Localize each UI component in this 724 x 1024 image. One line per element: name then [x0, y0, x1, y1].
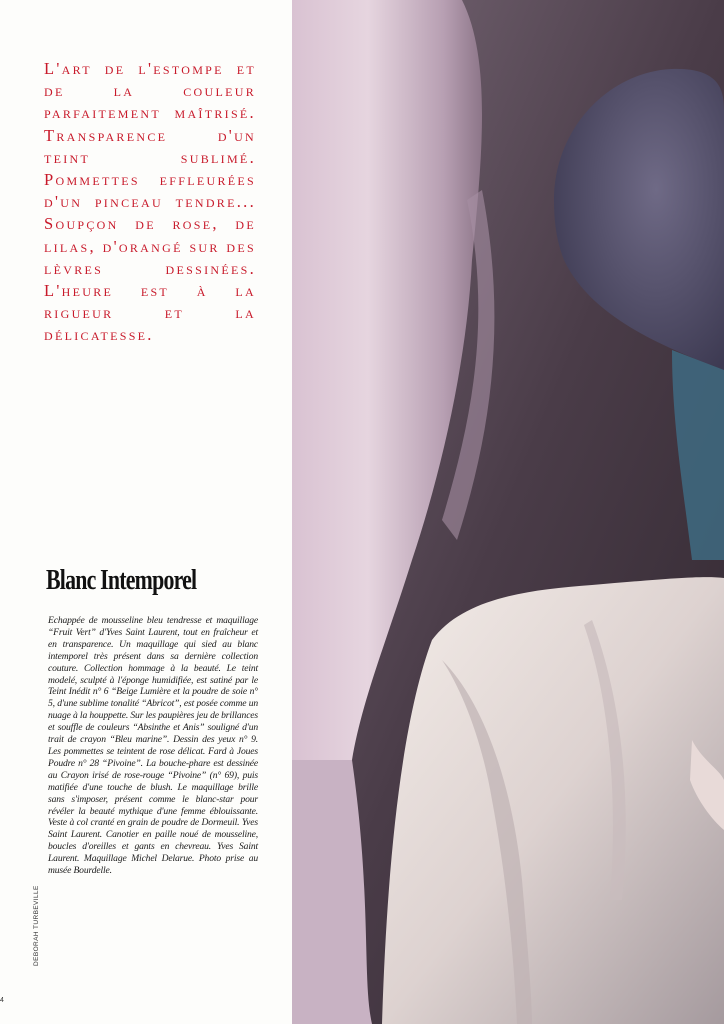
photo-illustration — [292, 0, 724, 1024]
photo-credit: DEBORAH TURBEVILLE — [33, 885, 40, 966]
page-number: 4 — [0, 997, 4, 1004]
article-title: Blanc Intemporel — [46, 565, 197, 596]
intro-paragraph: L'art de l'estompe et de la couleur parfaitement maîtrisé. Transparence d'un teint sublimé. Pommettes effleurées d'un pinceau tendre... Soupçon de rose, de lilas, d'orangé sur des lèvres dessinées. L'heure est à la rigueur et la délicatesse. — [44, 59, 256, 345]
text-column — [0, 0, 292, 1024]
fashion-photograph — [292, 0, 724, 1024]
article-body: Echappée de mousseline bleu tendresse et maquillage “Fruit Vert” d'Yves Saint Laurent, tout en fraîcheur et en transparence. Un maquillage qui sied au blanc intemporel très présent dans sa dernière collection couture. Collection hommage à la beauté. Le teint modelé, sculpté à l'éponge humidifiée, est satiné par le Teint Inédit n° 6 “Beige Lumière et la poudre de soie n° 5, d'une sublime tonalité “Abricot”, est posée comme un nuage à la houppette. Sur les paupières jeu de brillances et souffle de couleurs “Absinthe et Anis” souligné d'un trait de crayon “Bleu marine”. Dessin des yeux n° 9. Les pommettes se teintent de rose délicat. Fard à Joues Poudre n° 28 “Pivoine”. La bouche-phare est dessinée au Crayon irisé de rose-rouge “Pivoine” (n° 69), puis matifiée d'une touche de blush. Le maquillage brille sans s'imposer, présent comme le blanc-star pour révéler la beauté mythique d'une femme éblouissante. Veste à col cranté en grain de poudre de Dormeuil. Yves Saint Laurent. Canotier en paille noué de mousseline, boucles d'oreilles et gants en chevreau. Yves Saint Laurent. Maquillage Michel Delarue. Photo prise au musée Bourdelle. — [48, 615, 258, 877]
